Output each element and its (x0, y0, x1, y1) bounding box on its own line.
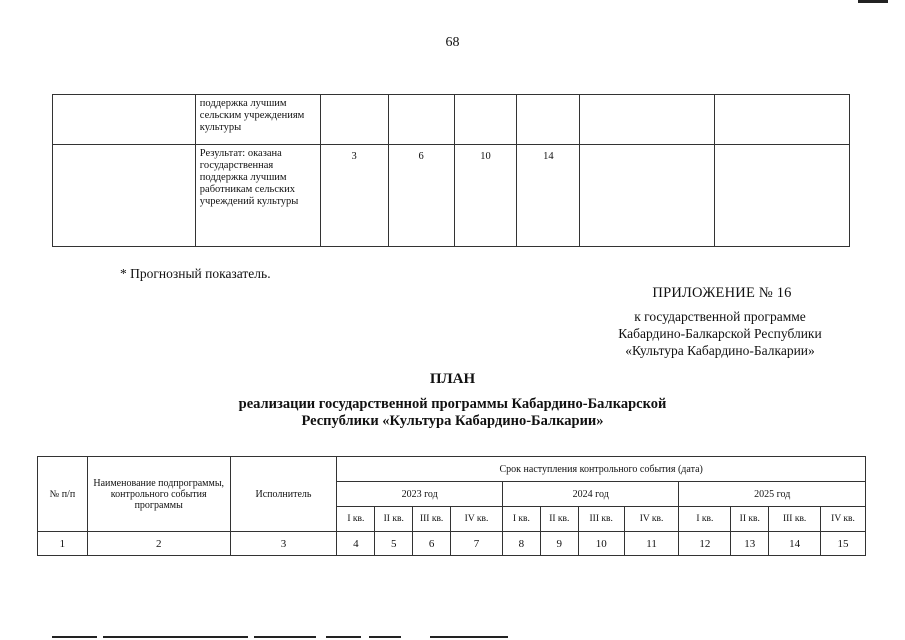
page-number: 68 (445, 35, 460, 50)
table-cell (454, 95, 517, 145)
index-cell: 11 (624, 532, 679, 556)
index-cell: 3 (230, 532, 337, 556)
quarter-cell: I кв. (679, 507, 731, 532)
plan-subtitle (0, 396, 905, 430)
index-cell: 5 (375, 532, 413, 556)
index-cell: 14 (769, 532, 821, 556)
index-cell: 8 (502, 532, 540, 556)
header-row (38, 457, 866, 482)
corner-mark (858, 0, 888, 3)
bottom-rule (254, 636, 316, 638)
quarter-cell: II кв. (540, 507, 578, 532)
appendix-line: Кабардино-Балкарской Республики (618, 326, 822, 341)
quarter-cell: IV кв. (624, 507, 679, 532)
year-cell: 2024 год (502, 482, 679, 507)
quarter-cell: III кв. (769, 507, 821, 532)
index-cell: 15 (821, 532, 866, 556)
bottom-rule (430, 636, 508, 638)
header-cell-name: Наименование подпрограммы, контрольного события программы (87, 457, 230, 532)
table-cell: поддержка лучшим сельским учреждениям культуры (195, 95, 320, 145)
index-cell: 1 (38, 532, 88, 556)
table-cell (715, 95, 850, 145)
bottom-rule (52, 636, 97, 638)
quarter-cell: IV кв. (451, 507, 503, 532)
appendix-line: «Культура Кабардино-Балкарии» (625, 343, 815, 358)
table-cell (53, 145, 196, 247)
table-cell (580, 95, 715, 145)
table-cell: 6 (388, 145, 454, 247)
continuation-table (52, 94, 850, 247)
quarter-cell: I кв. (502, 507, 540, 532)
header-cell-number: № п/п (38, 457, 88, 532)
table-cell: 10 (454, 145, 517, 247)
quarter-cell: III кв. (413, 507, 451, 532)
year-cell: 2025 год (679, 482, 866, 507)
appendix-title: ПРИЛОЖЕНИЕ № 16 (652, 285, 792, 301)
index-cell: 12 (679, 532, 731, 556)
plan-subtitle-line: Республики «Культура Кабардино-Балкарии» (301, 413, 604, 429)
plan-subtitle-line: реализации государственной программы Кабардино-Балкарской (238, 396, 667, 412)
appendix-subtitle (560, 308, 880, 359)
table-cell (388, 95, 454, 145)
footnote: * Прогнозный показатель. (120, 266, 271, 281)
table-cell: Результат: оказана государственная поддержка лучшим работникам сельских учреждений культуры (195, 145, 320, 247)
table-cell (53, 95, 196, 145)
header-cell-executor: Исполнитель (230, 457, 337, 532)
appendix-line: к государственной программе (634, 309, 806, 324)
plan-table (37, 456, 866, 556)
quarter-cell: I кв. (337, 507, 375, 532)
index-row (38, 532, 866, 556)
table-cell (580, 145, 715, 247)
quarter-cell: III кв. (578, 507, 624, 532)
header-cell-deadline: Срок наступления контрольного события (дата) (337, 457, 866, 482)
table-cell: 14 (517, 145, 580, 247)
index-cell: 4 (337, 532, 375, 556)
bottom-rule (369, 636, 401, 638)
table-row (53, 95, 850, 145)
index-cell: 2 (87, 532, 230, 556)
bottom-rule (326, 636, 361, 638)
index-cell: 7 (451, 532, 503, 556)
index-cell: 6 (413, 532, 451, 556)
index-cell: 9 (540, 532, 578, 556)
index-cell: 10 (578, 532, 624, 556)
table-cell: 3 (320, 145, 388, 247)
index-cell: 13 (731, 532, 769, 556)
year-cell: 2023 год (337, 482, 503, 507)
quarter-cell: II кв. (731, 507, 769, 532)
bottom-rule (103, 636, 248, 638)
table-cell (517, 95, 580, 145)
table-row (53, 145, 850, 247)
quarter-cell: IV кв. (821, 507, 866, 532)
quarter-cell: II кв. (375, 507, 413, 532)
table-cell (715, 145, 850, 247)
plan-title: ПЛАН (429, 371, 476, 387)
table-cell (320, 95, 388, 145)
